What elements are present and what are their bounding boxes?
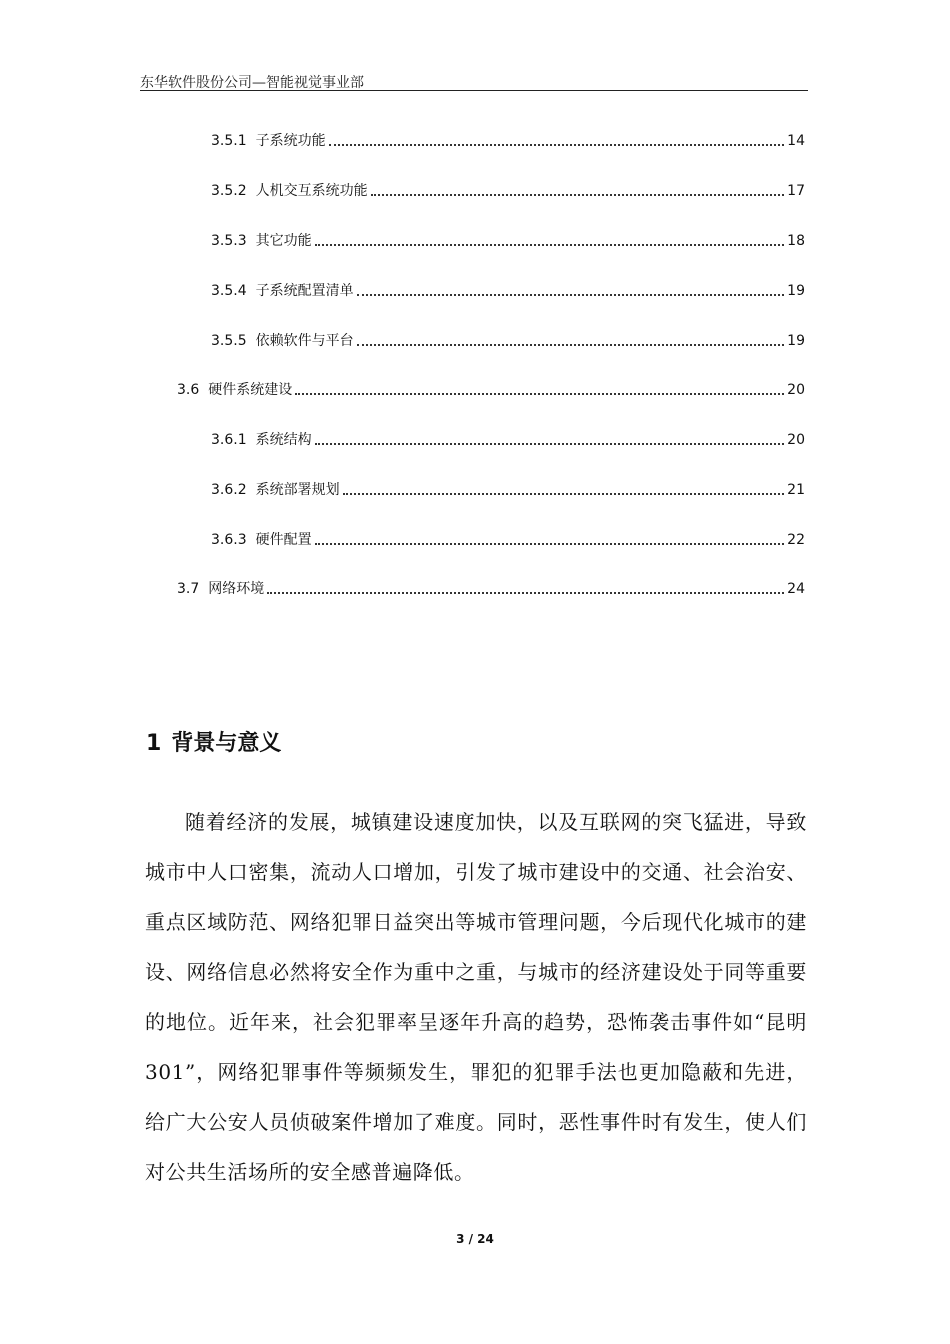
toc-number: 3.5.2: [211, 183, 247, 199]
toc-title: 系统部署规划: [255, 482, 340, 498]
body-paragraph: 随着经济的发展，城镇建设速度加快，以及互联网的突飞猛进，导致城市中人口密集，流动人口增加，引发了城市建设中的交通、社会治安、重点区域防范、网络犯罪日益突出等城市管理问题，今后现代化城市的建设、网络信息必然将安全作为重中之重，与城市的经济建设处于同等重要的地位。近年来，社会犯罪率呈逐年升高的趋势，恐怖袭击事件如“昆明301”，网络犯罪事件等频频发生，罪犯的犯罪手法也更加隐蔽和先进，给广大公安人员侦破案件增加了难度。同时，恶性事件时有发生，使人们对公共生活场所的安全感普遍降低。: [145, 810, 807, 1184]
toc-title: 依赖软件与平台: [255, 333, 354, 349]
toc-title: 系统结构: [255, 432, 312, 448]
toc-leader-dots: [315, 543, 785, 545]
toc-page-number: 19: [787, 283, 805, 299]
toc-page-number: 19: [787, 333, 805, 349]
toc-leader-dots: [315, 244, 785, 246]
toc-number: 3.5.4: [211, 283, 247, 299]
toc-entry-3-5-4[interactable]: [211, 281, 805, 301]
section-number: 1: [146, 731, 162, 756]
section-title: 背景与意义: [171, 731, 282, 756]
page-indicator: 3 / 24: [456, 1232, 494, 1246]
toc-page-number: 20: [787, 382, 805, 398]
toc-page-number: 18: [787, 233, 805, 249]
toc-page-number: 17: [787, 183, 805, 199]
toc-title: 人机交互系统功能: [255, 183, 368, 199]
toc-title: 子系统配置清单: [255, 283, 354, 299]
toc-title: 硬件系统建设: [208, 382, 293, 398]
toc-leader-dots: [295, 393, 784, 395]
toc-page-number: 20: [787, 432, 805, 448]
toc-leader-dots: [329, 144, 785, 146]
toc-title: 网络环境: [208, 581, 265, 597]
toc-number: 3.5.5: [211, 333, 247, 349]
toc-number: 3.6.1: [211, 432, 247, 448]
toc-number: 3.6.2: [211, 482, 247, 498]
toc-page-number: 21: [787, 482, 805, 498]
toc-entry-3-6-2[interactable]: [211, 480, 805, 500]
toc-title: 硬件配置: [255, 532, 312, 548]
toc-entry-3-5-3[interactable]: [211, 231, 805, 251]
section-heading: [146, 726, 291, 757]
toc-number: 3.6.3: [211, 532, 247, 548]
toc-number: 3.6: [177, 382, 200, 398]
toc-entry-3-7[interactable]: [177, 579, 805, 599]
toc-leader-dots: [371, 194, 785, 196]
toc-leader-dots: [315, 443, 785, 445]
toc-entry-3-6-1[interactable]: [211, 430, 805, 450]
toc-number: 3.7: [177, 581, 200, 597]
toc-entry-3-6[interactable]: [177, 380, 805, 400]
toc-leader-dots: [343, 493, 785, 495]
toc-entry-3-5-1[interactable]: [211, 131, 805, 151]
toc-title: 其它功能: [255, 233, 312, 249]
toc-entry-3-5-2[interactable]: [211, 181, 805, 201]
toc-page-number: 24: [787, 581, 805, 597]
toc-entry-3-6-3[interactable]: [211, 530, 805, 550]
page-header: 东华软件股份公司—智能视觉事业部: [140, 75, 364, 91]
toc-number: 3.5.3: [211, 233, 247, 249]
toc-title: 子系统功能: [255, 133, 326, 149]
toc-leader-dots: [357, 344, 785, 346]
toc-leader-dots: [357, 294, 785, 296]
toc-page-number: 22: [787, 532, 805, 548]
toc-entry-3-5-5[interactable]: [211, 331, 805, 351]
header-rule: [140, 90, 808, 91]
toc-leader-dots: [267, 592, 784, 594]
toc-number: 3.5.1: [211, 133, 247, 149]
toc-page-number: 14: [787, 133, 805, 149]
